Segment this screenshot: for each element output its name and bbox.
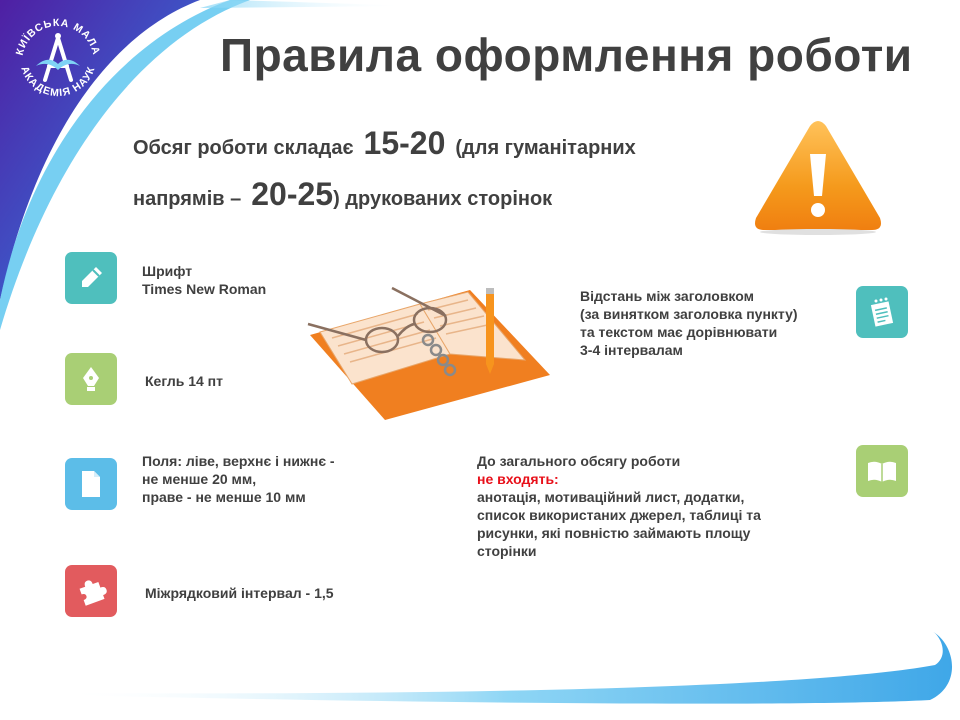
font-rule-label: Шрифт xyxy=(142,263,193,279)
bottom-wave xyxy=(0,625,960,720)
svg-text:КИЇВСЬКА МАЛА: КИЇВСЬКА МАЛА xyxy=(13,16,103,57)
margins-rule-line: не менше 20 мм, xyxy=(142,471,257,487)
volume-statement xyxy=(133,120,636,222)
volume-line-2 xyxy=(133,171,636,222)
volume-text: Обсяг роботи складає xyxy=(133,137,354,159)
excluded-rule-line: сторінки xyxy=(477,543,537,559)
academy-logo xyxy=(8,8,108,108)
volume-text: ) друкованих сторінок xyxy=(333,188,553,210)
font-rule-value: Times New Roman xyxy=(142,281,267,297)
open-book-icon xyxy=(856,445,908,497)
warning-icon xyxy=(752,118,884,236)
volume-text: напрямів – xyxy=(133,188,242,210)
notepad-icon xyxy=(856,286,908,338)
volume-range-other: 20-25 xyxy=(251,176,334,212)
notebook-glasses-pencil-illustration xyxy=(300,280,555,425)
margins-rule xyxy=(142,452,335,506)
size-rule: Кегль 14 пт xyxy=(145,373,223,389)
volume-line-1 xyxy=(133,120,636,171)
page-title: Правила оформлення роботи xyxy=(220,29,913,81)
puzzle-icon xyxy=(65,565,117,617)
document-icon xyxy=(65,458,117,510)
heading-gap-line: (за винятком заголовка пункту) xyxy=(580,306,798,322)
pencil-icon xyxy=(65,252,117,304)
volume-text: (для гуманітарних xyxy=(455,137,636,159)
excluded-rule-line: рисунки, які повністю займають площу xyxy=(477,525,751,541)
heading-gap-line: 3-4 інтервалам xyxy=(580,342,683,358)
font-rule xyxy=(142,262,266,298)
excluded-rule-warning: не входять: xyxy=(477,471,559,487)
heading-gap-line: Відстань між заголовком xyxy=(580,288,754,304)
svg-text:АКАДЕМІЯ НАУК: АКАДЕМІЯ НАУК xyxy=(18,64,98,100)
excluded-rule-line: список використаних джерел, таблиці та xyxy=(477,507,761,523)
heading-gap-rule xyxy=(580,287,798,359)
volume-range-humanities: 15-20 xyxy=(363,125,446,161)
heading-gap-line: та текстом має дорівнювати xyxy=(580,324,778,340)
excluded-rule-line: анотація, мотиваційний лист, додатки, xyxy=(477,489,745,505)
pen-nib-icon xyxy=(65,353,117,405)
excluded-rule-line: До загального обсягу роботи xyxy=(477,453,681,469)
margins-rule-line: праве - не менше 10 мм xyxy=(142,489,306,505)
spacing-rule: Міжрядковий інтервал - 1,5 xyxy=(145,585,334,601)
excluded-rule xyxy=(477,452,761,560)
margins-rule-line: Поля: ліве, верхнє і нижнє - xyxy=(142,453,335,469)
